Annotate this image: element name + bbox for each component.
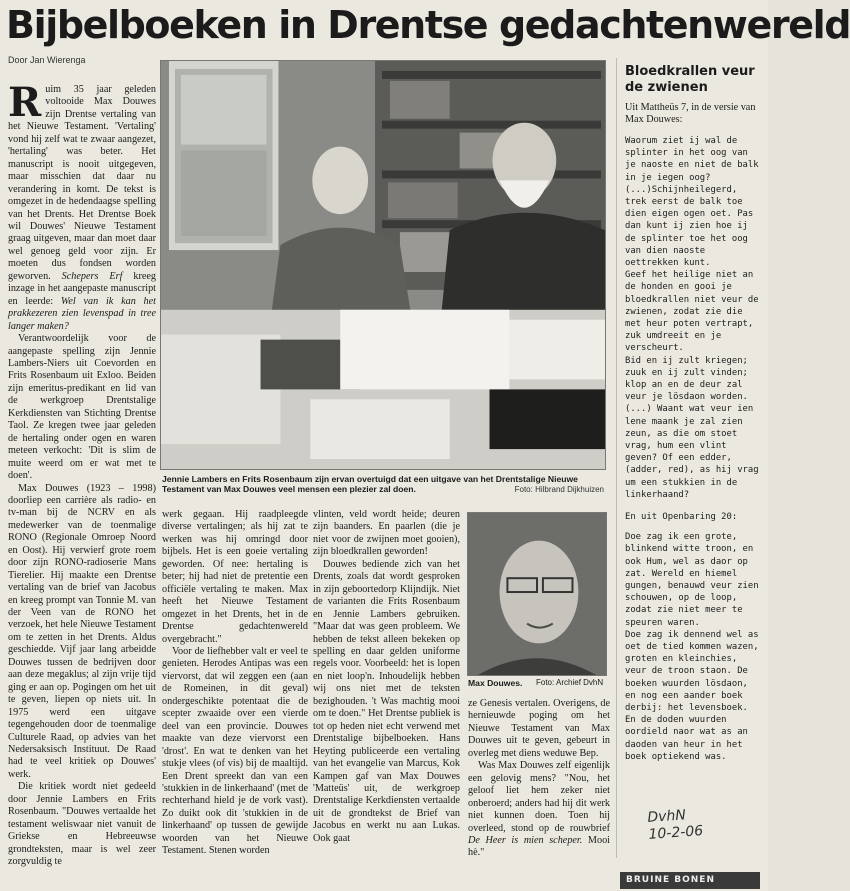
paragraph: ze Genesis vertalen. Overigens, de hernieuwde poging om het Nieuwe Testament van Max Douwes uit te geven, gebeurt in overleg met diens weduwe Bep. bbox=[468, 698, 610, 759]
paragraph: Die kritiek wordt niet gedeeld door Jennie Lambers en Frits Rosenbaum. "Douwes vertaalde het testament weliswaar niet vanuit de Griekse en Hebreeuwse grondteksten, maar is wel zeer zorgvuldig te bbox=[8, 781, 156, 868]
article-column-2 bbox=[162, 509, 308, 889]
paragraph: Douwes bediende zich van het Drents, zoals dat wordt gesproken in zijn geboortedorp Klijndijk. Niet de varianten die Frits Rosenbaum en Jennie Lambers gebruiken. "Maar dat was geen probleem. We hebben de tekst alleen bekeken op spelling en daar gelden uniforme regels voor. Voorbeeld: het is lopen en niet loop'n. Inhoudelijk hebben wij ons niet met de teksten bezighouden. 't Was machtig mooi om te doen." Het Drentse publiek is tot op heden niet echt verwend met Drentstalige bijbelboeken. Hans Heyting publiceerde een vertaling van het evangelie van Marcus, Kok Kampen gaf van Max Douwes 'Matteüs' uit, de werkgroep Drentstalige Kerkdiensten vertaalde uit de grondtekst de Brief van Jacobus en werkt nu aan Lukas. Ook gaat bbox=[313, 558, 460, 844]
paragraph: werk gegaan. Hij raadpleegde diverse vertalingen; als hij zat te werken was hij omringd door bijbels. Het is een goeie vertaling geworden. Of nee: hertaling is beter; hij had niet de pretentie een officiële vertaling te maken. Max heeft het Nieuwe Testament omgezet in het Drents, het in de Drentse gedachtenwereld overgebracht." bbox=[162, 509, 308, 645]
portrait-credit: Foto: Archief DvhN bbox=[536, 678, 604, 687]
footer-logo: BRUINE BONEN bbox=[620, 872, 760, 889]
photo-caption: Jennie Lambers en Frits Rosenbaum zijn ervan overtuigd dat een uitgave van het Drentstalige Nieuwe Testament van Max Douwes veel mensen een plezier zal doen. bbox=[162, 474, 578, 494]
sidebar-quote-matthew: Waorum ziet ij wal de splinter in het oog van je naoste en niet de balk in je iegen oog? (...)Schijnheilegerd, trek eerst de balk toe dien eigen ogen oet. Pas dan kunt ij zien hoe ij de splinter toe het oog van dien naoste oettrekken kunt. Geef het heilige niet an de honden en gooi je bloedkrallen niet veur de zwienen, zodat zie die met heur poten vertrapt, zuk umdreeit en je verscheurt. Bid en ij zult kriegen; zuuk en ij zult vinden; klop an en de deur zal veur je lösdaon worden. (...) Waant wat veur ien lene maank je zal zien zeun, as die om stoet vrag, hum een vlint geven? Of een edder, (adder, red), as hij vrag um een stukkien in de linkerhaand? bbox=[625, 135, 759, 500]
headline: Bijbelboeken in Drentse gedachtenwereld bbox=[6, 3, 850, 47]
paragraph: Max Douwes (1923 – 1998) doorliep een carrière als radio- en tv-man bij de NCRV en als medewerker van de toenmalige RONO (Regionale Omroep Noord en Oost). Hij verwierf grote roem door zijn RONO-radioserie Mans Tierelier. Hij maakte een Drentse vertaling van de brief van Jacobus en kreeg prompt van Tonnie M. van der Veen van de RONO het verzoek, het hele Nieuwe Testament om te zetten in het Drents. Aldus geschiedde. Vijf jaar lang arbeidde Douwes tussen de bedrijven door aan deze megaklus; al zijn vrije tijd ging er aan op. Pogingen om het uit te geven, liepen op niets uit. In 1975 werd een uitgave tegengehouden door de toenmalige Culturele Raad, op advies van het Nedersaksisch Instituut. De Raad had te veel kritiek op Douwes' werk. bbox=[8, 482, 156, 780]
drop-cap: R bbox=[8, 79, 42, 126]
portrait-photo bbox=[467, 512, 607, 676]
main-photo bbox=[160, 60, 606, 470]
paragraph: Voor de liefhebber valt er veel te genieten. Herodes Antipas was een viervorst, dat wil zeggen een (aan de Romeinen, in dit geval) ondergeschikte potentaat die de scepter zwaaide over een vierde deel van een provincie. Douwes maakte van deze viervorst een 'drost'. En wat te denken van het stukje vlees (of vis) bij de maaltijd. Een Drent spreekt dan van een 'stukkien in de linkerhaand' (met de rechterhand hield je de vork vast). Zo duikt ook dit 'stukkien in de linkerhaand' op tussen de gewijde woorden van het Nieuwe Testament. Stenen worden bbox=[162, 645, 308, 857]
article-column-1 bbox=[8, 79, 156, 890]
article-column-3 bbox=[313, 509, 460, 844]
paragraph: Was Max Douwes zelf eigenlijk een gelovig mens? "Nou, het geloof liet hem zeker niet onberoerd; anders had hij dit werk niet kunnen doen. Toen hij overleed, stond op de rouwbrief De Heer is mien scheper. Mooi hè." bbox=[468, 760, 610, 859]
portrait-caption: Max Douwes. bbox=[468, 678, 523, 688]
article-column-4 bbox=[468, 698, 610, 888]
paragraph: Ruim 35 jaar geleden voltooide Max Douwes zijn Drentse vertaling van het Nieuwe Testament. 'Vertaling' vond hij zelf wat te zwaar aangezet, 'hertaling' was beter. Het manuscript is nooit uitgegeven, maar misschien dat daar nu verandering in komt. De tekst is omgezet in de hedendaagse spelling van het Drents. Het Drentse Boek wil Douwes' Nieuwe Testament graag uitgeven, maar dan moet daar wel genoeg geld voor zijn. Er moeten dus fondsen worden geworven. Schepers Erf kreeg inzage in het aangepaste manuscript en leerde: Wel van ik kan het prakkezeren zien levenspad in tree langer maken? bbox=[8, 79, 156, 332]
sidebar-quote-revelation: Doe zag ik een grote, blinkend witte troon, en ook Hum, wel as daor op zat. Wereld en hiemel gungen, benauwd veur zien schouwen, op de loop, zodat zie niet meer te speuren waren. Doe zag ik dennend wel as oet de tied kommen wazen, groten en kleinchies, veur de troon staon. De boeken wuurden lösdaon, en nog een aander boek derbij: het levensboek. En de doden wuurden oordield naor wat as an daoden van heur in het boek optiekend was. bbox=[625, 532, 759, 762]
sidebar-box bbox=[616, 58, 760, 858]
paragraph: vlinten, veld wordt heide; deuren zijn baanders. En paarlen (die je niet voor de zwijnen moet gooien), zijn bloedkrallen geworden! bbox=[313, 509, 460, 558]
sidebar-title: Bloedkrallen veur de zwienen bbox=[625, 64, 755, 95]
photo-credit: Foto: Hilbrand Dijkhuizen bbox=[514, 485, 604, 494]
sidebar-subheading: En uit Openbaring 20: bbox=[625, 512, 738, 522]
byline: Door Jan Wierenga bbox=[8, 55, 86, 65]
paragraph: Verantwoordelijk voor de aangepaste spelling zijn Jennie Lambers-Niers uit Coevorden en Frits Rosenbaum uit Exloo. Beiden zijn emeritus-predikant en lid van de werkgroep Drentstalige Kerkdiensten van Stichting Drentse Taol. Ze kregen twee jaar geleden de hertaling onder ogen en waren meteen verkocht: 'Dit is slim de muite weerd om er wat met te doen'. bbox=[8, 333, 156, 482]
handwritten-note: DvhN 10-2-06 bbox=[646, 807, 704, 843]
sidebar-intro: Uit Mattheüs 7, in de versie van Max Douwes: bbox=[625, 102, 756, 126]
